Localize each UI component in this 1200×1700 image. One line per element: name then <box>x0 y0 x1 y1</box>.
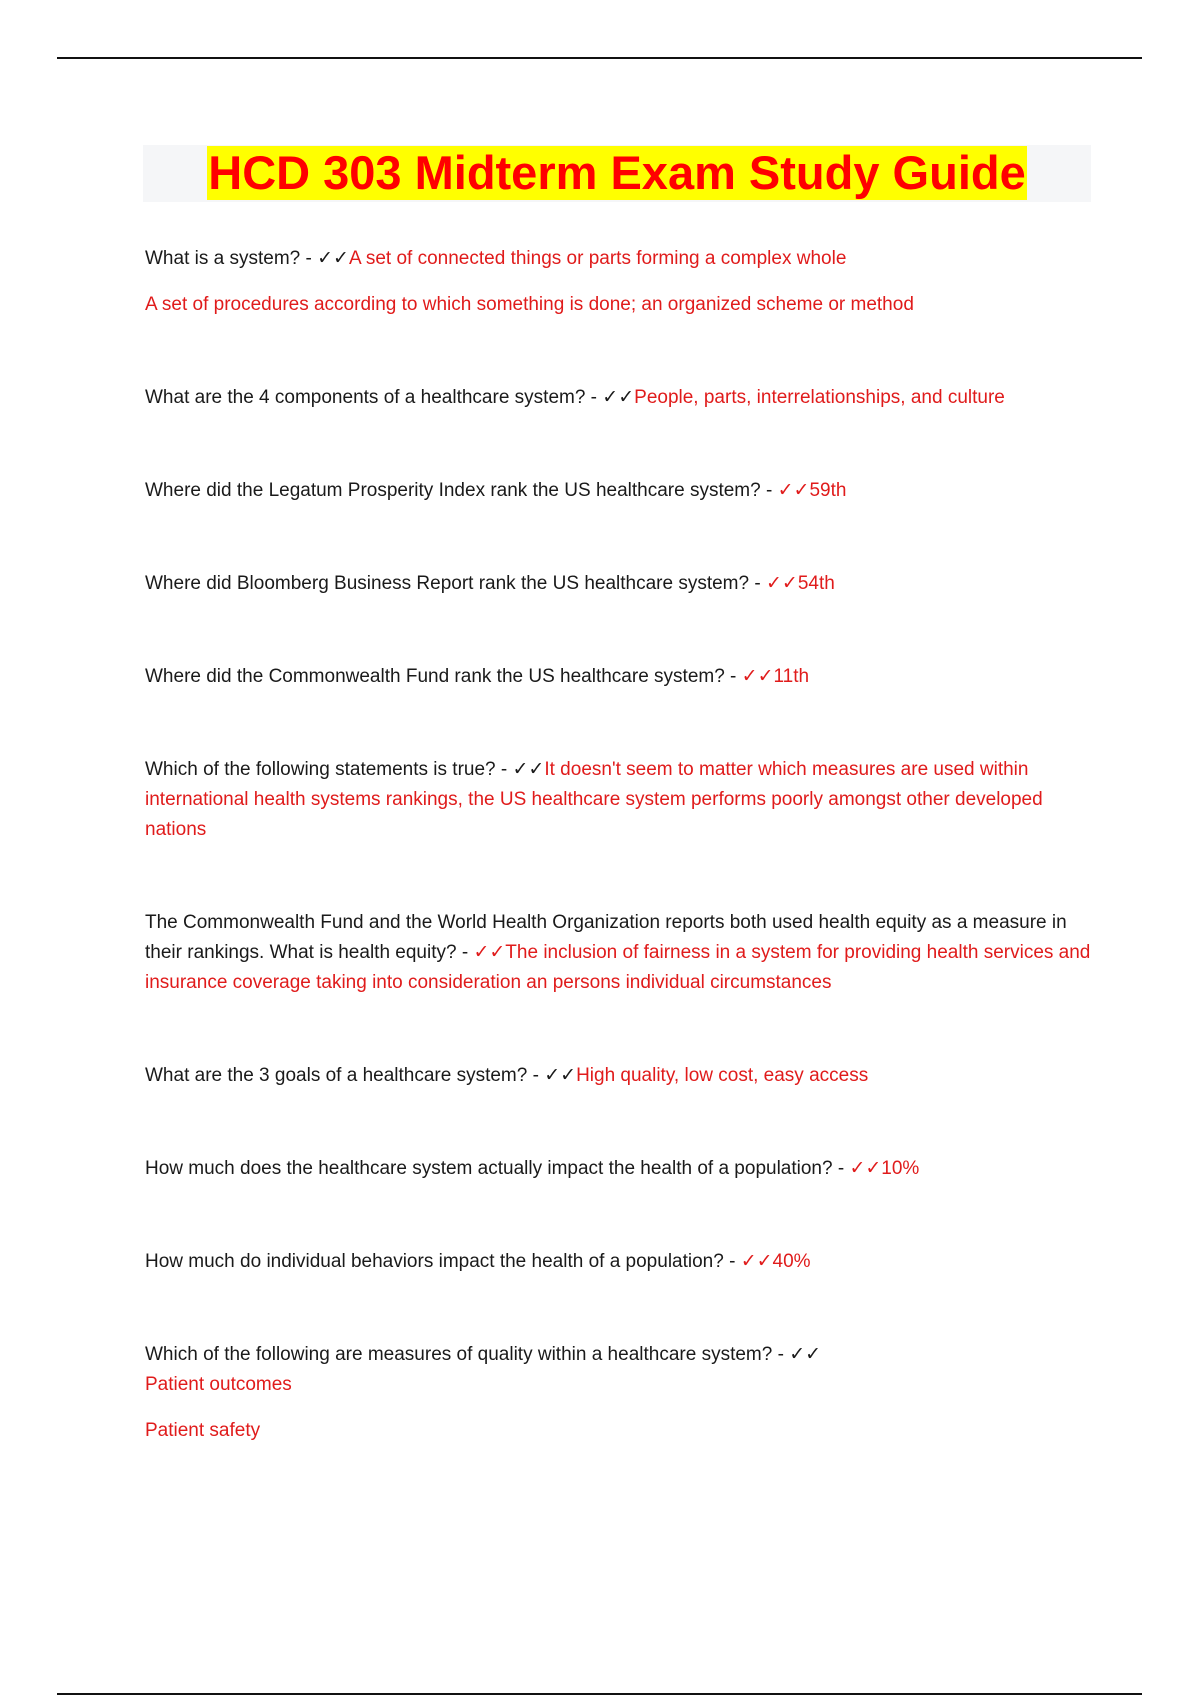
top-rule <box>57 57 1142 59</box>
answer-text: 11th <box>773 666 810 687</box>
qa-item <box>145 1061 1095 1091</box>
separator: - <box>832 1158 850 1179</box>
check-mark-icon: ✓✓ <box>765 573 798 594</box>
separator: - <box>585 387 603 408</box>
answer-text: It doesn't seem to matter which measures are used within international health systems rankings, the US healthcare system performs poorly amongst other developed nations <box>145 759 1043 840</box>
check-mark-icon: ✓✓ <box>777 480 810 501</box>
qa-list <box>145 244 1095 1446</box>
document-title: HCD 303 Midterm Exam Study Guide <box>208 146 1026 199</box>
question-text: Where did the Commonwealth Fund rank the US healthcare system? <box>145 666 725 687</box>
check-mark-icon: ✓✓ <box>740 1251 773 1272</box>
separator: - <box>760 480 778 501</box>
question-text: What are the 3 goals of a healthcare system? <box>145 1065 528 1086</box>
check-mark-icon: ✓✓ <box>849 1158 882 1179</box>
question-text: Which of the following are measures of quality within a healthcare system? <box>145 1344 773 1365</box>
qa-item <box>145 476 1095 506</box>
answer-text: 54th <box>797 573 835 594</box>
separator: - <box>300 248 318 269</box>
check-mark-icon: ✓✓ <box>602 387 635 408</box>
answer-text: 10% <box>881 1158 920 1179</box>
check-mark-icon: ✓✓ <box>741 666 774 687</box>
answer-text: People, parts, interrelationships, and culture <box>634 387 1005 408</box>
question-text: Where did Bloomberg Business Report rank the US healthcare system? <box>145 573 750 594</box>
question-text: How much do individual behaviors impact the health of a population? <box>145 1251 724 1272</box>
qa-item <box>145 1340 1095 1370</box>
question-text: What are the 4 components of a healthcare system? <box>145 387 586 408</box>
answer-text: 40% <box>772 1251 811 1272</box>
question-text: What is a system? <box>145 248 301 269</box>
separator: - <box>772 1344 790 1365</box>
qa-item <box>145 908 1095 998</box>
answer-text: High quality, low cost, easy access <box>576 1065 869 1086</box>
separator: - <box>724 666 742 687</box>
title-band <box>143 145 1091 202</box>
question-text: The Commonwealth Fund and the World Health Organization reports both used health equity as a measure in their rankings. What is health equity? <box>145 912 1067 963</box>
check-mark-icon: ✓✓ <box>473 942 506 963</box>
answer-text: 59th <box>809 480 847 501</box>
separator: - <box>456 942 474 963</box>
qa-item <box>145 244 1095 274</box>
check-mark-icon: ✓✓ <box>512 759 545 780</box>
question-text: Which of the following statements is true? <box>145 759 496 780</box>
separator: - <box>749 573 766 594</box>
bottom-rule <box>57 1693 1142 1695</box>
answer-line: Patient outcomes <box>145 1374 292 1395</box>
answer-line: Patient safety <box>145 1420 261 1441</box>
qa-item <box>145 383 1095 413</box>
check-mark-icon: ✓✓ <box>317 248 349 269</box>
qa-item <box>145 662 1095 692</box>
separator: - <box>723 1251 741 1272</box>
check-mark-icon: ✓✓ <box>544 1065 577 1086</box>
question-text: Where did the Legatum Prosperity Index rank the US healthcare system? <box>145 480 761 501</box>
qa-item <box>145 1154 1095 1184</box>
separator: - <box>495 759 513 780</box>
qa-item <box>145 1247 1095 1277</box>
separator: - <box>527 1065 545 1086</box>
answer-text: A set of connected things or parts forming a complex whole <box>348 248 847 269</box>
answer-extra-line: A set of procedures according to which something is done; an organized scheme or method <box>145 294 914 315</box>
answer-text: The inclusion of fairness in a system for providing health services and insurance coverage taking into consideration an persons individual circumstances <box>145 942 1091 993</box>
qa-item <box>145 569 1095 599</box>
qa-item <box>145 755 1095 845</box>
check-mark-icon: ✓✓ <box>789 1344 822 1365</box>
question-text: How much does the healthcare system actually impact the health of a population? <box>145 1158 833 1179</box>
